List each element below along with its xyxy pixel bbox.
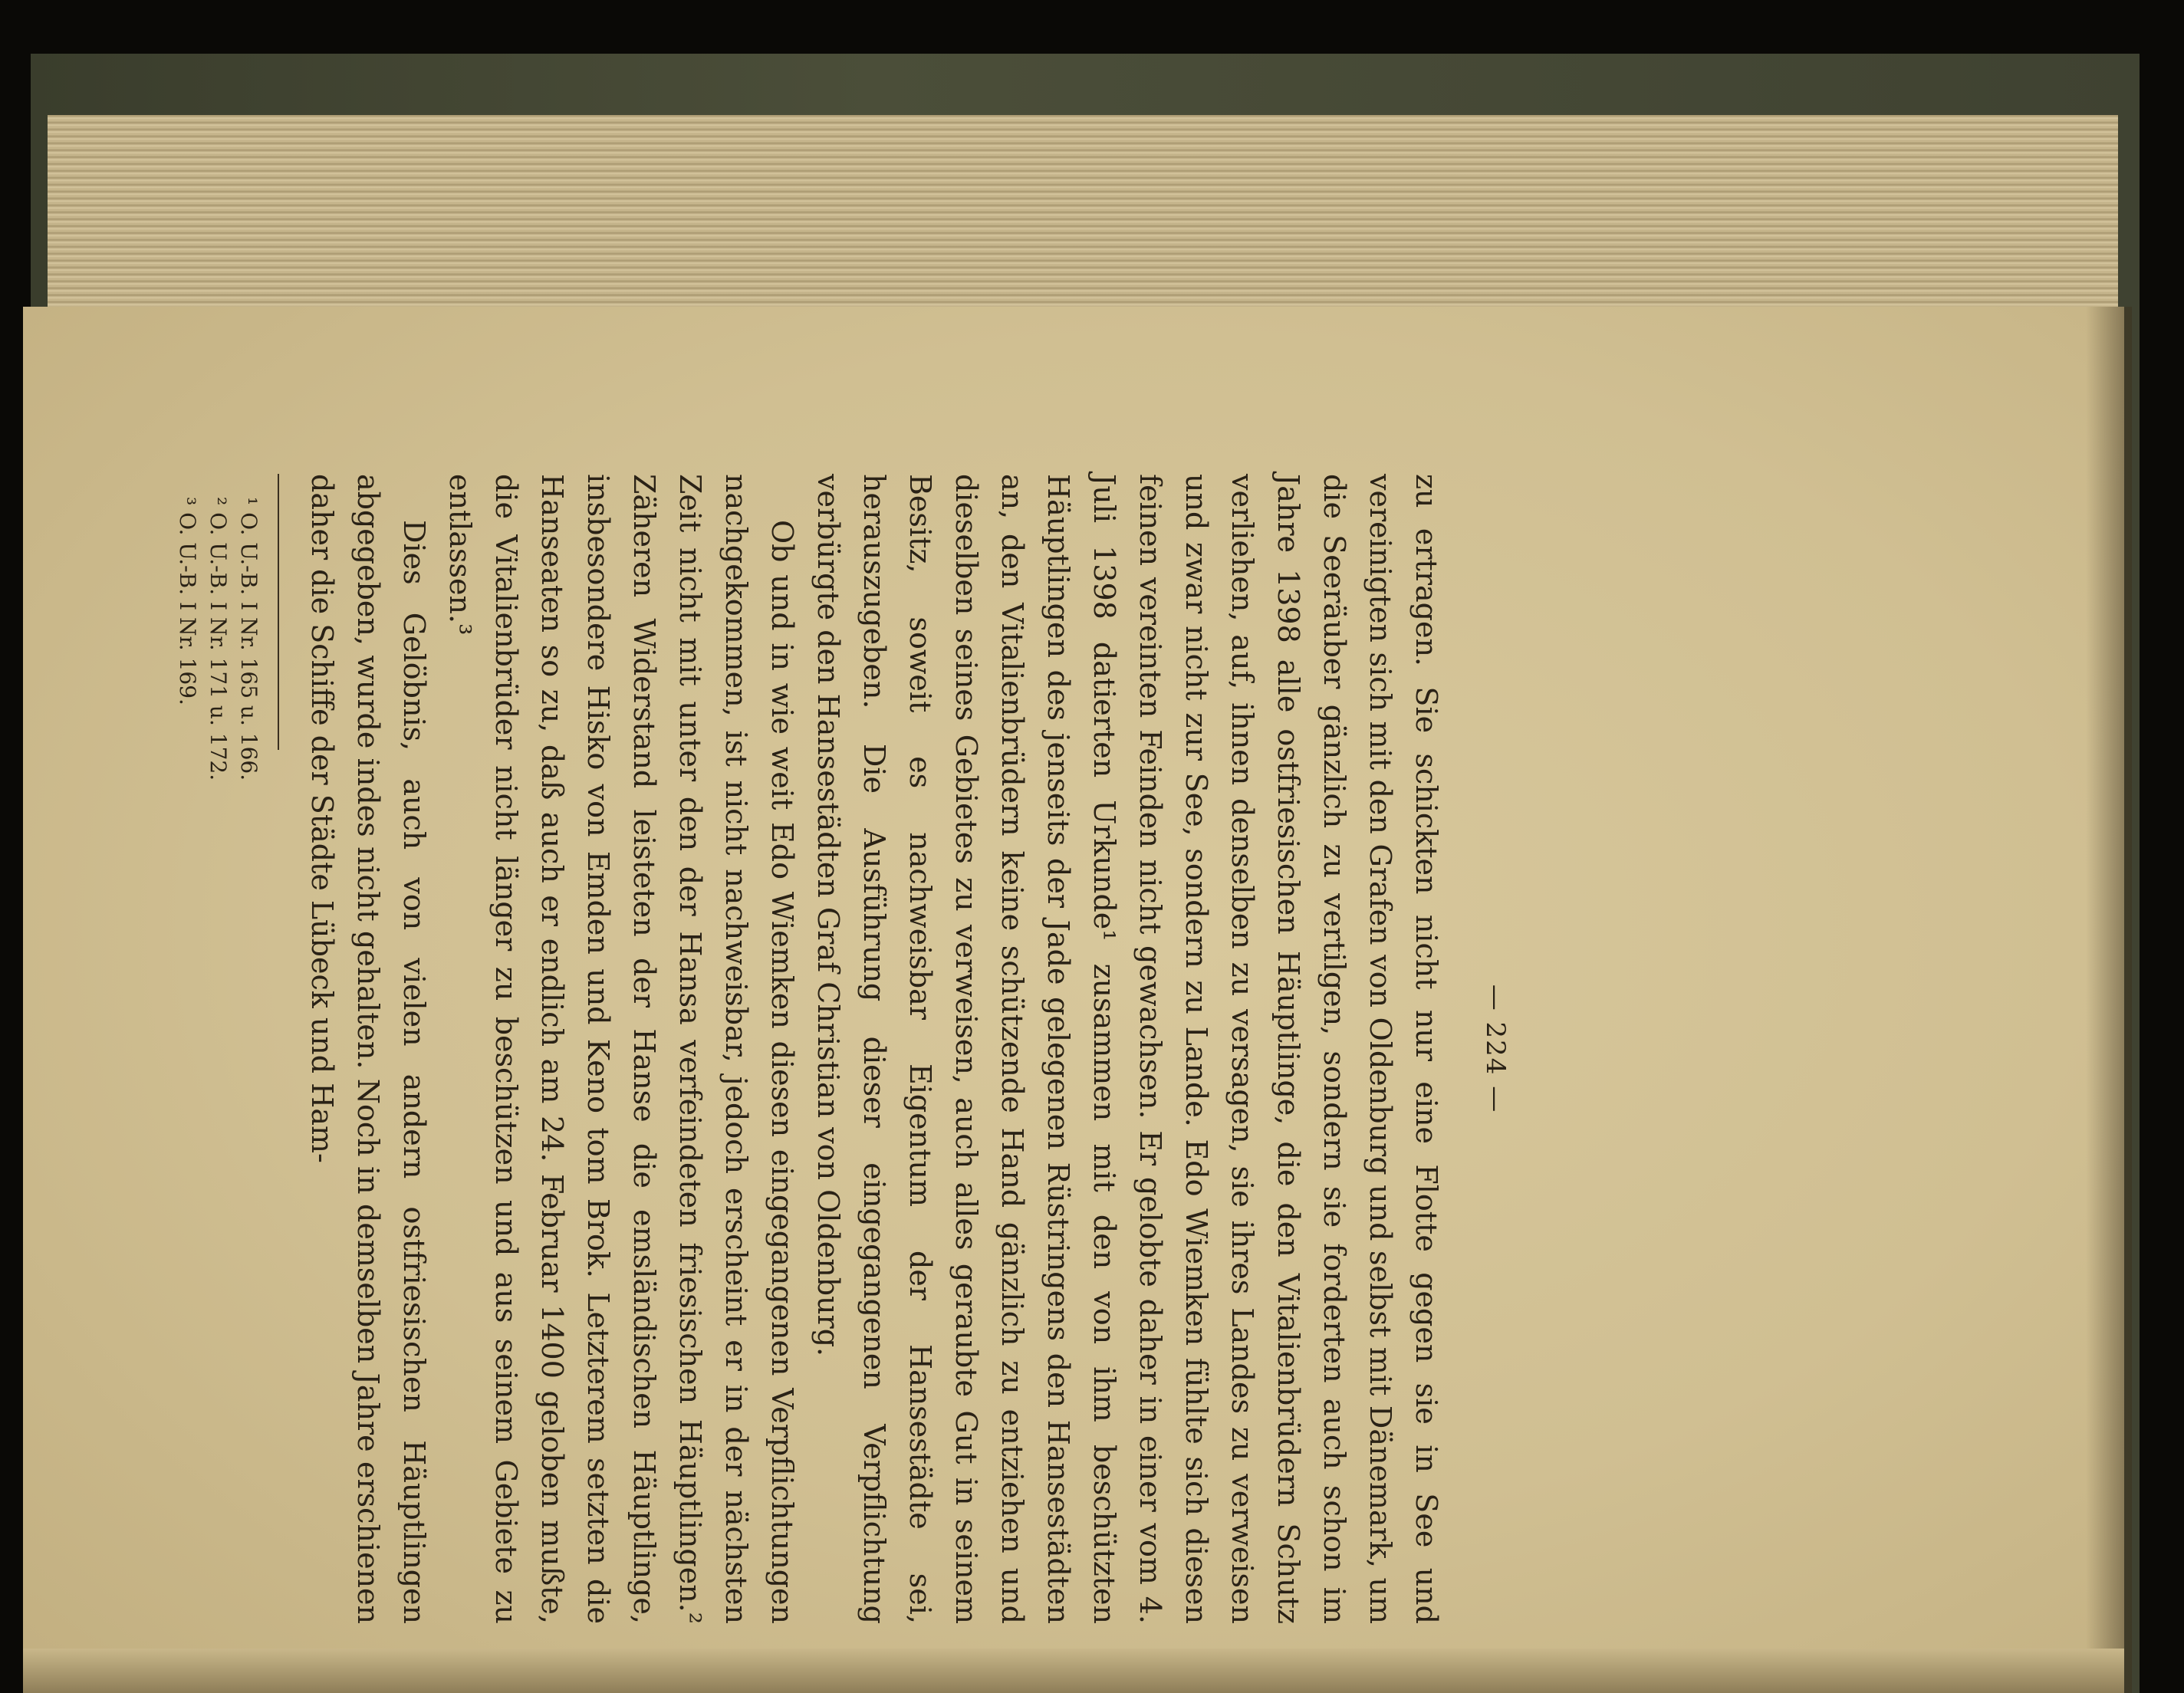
footnote-2: ² O. U.-B. I Nr. 171 u. 172.: [206, 497, 231, 781]
footnote-rule: [278, 474, 279, 750]
footnote-3: ³ O. U.-B. I Nr. 169.: [175, 497, 200, 705]
paragraph-3: Dies Gelöbnis, auch von vielen andern ostfriesischen Häuptlingen abgegeben, wurde indes nicht gehalten. Noch in demselben Jahre erschienen daher die Schiffe der Städte Lübeck und Ham-: [305, 474, 431, 1624]
page-number: — 224 —: [1480, 984, 1511, 1114]
page-bottom-edge: [23, 1649, 2124, 1693]
paragraph-2: Ob und in wie weit Edo Wiemken diesen eingegangenen Verpflichtungen nachgekommen, ist nicht nachweisbar, jedoch erscheint er in der nächsten Zeit nicht mit unter den der Hansa verfeindeten friesischen Häuptlingen.² Zäheren Widerstand leisteten der Hanse die emsländischen Häuptlinge, insbesondere Hisko von Emden und Keno tom Brok. Letzterem setzten die Hanseaten so zu, daß auch er endlich am 24. Februar 1400 geloben mußte, die Vitalienbrüder nicht länger zu beschützen und aus seinem Gebiete zu entlassen.³: [443, 474, 799, 1624]
footnote-1: ¹ O. U.-B. I Nr. 165 u. 166.: [236, 497, 261, 781]
spine-shadow: [2086, 307, 2132, 1693]
page-edges: [48, 115, 2118, 307]
page-text-block: [175, 474, 1511, 1624]
paragraph-1: zu ertragen. Sie schickten nicht nur eine Flotte gegen sie in See und vereinigten sich mit den Grafen von Oldenburg und selbst mit Dänemark, um die Seeräuber gänzlich zu vertilgen, sondern sie forderten auch schon im Jahre 1398 alle ostfriesischen Häuptlinge, die den Vitalienbrüdern Schutz verliehen, auf, ihnen denselben zu versagen, sie ihres Landes zu verweisen und zwar nicht zur See, sondern zu Lande. Edo Wiemken fühlte sich diesen feinen vereinten Feinden nicht gewachsen. Er gelobte daher in einer vom 4. Juli 1398 datierten Urkunde¹ zusammen mit den von ihm beschützten Häuptlingen des jenseits der Jade gelegenen Rüstringens den Hansestädten an, den Vitalienbrüdern keine schützende Hand gänzlich zu entziehen und dieselben seines Gebietes zu verweisen, auch alles geraubte Gut in seinem Besitz, soweit es nachweisbar Eigentum der Hansestädte sei, herauszugeben. Die Ausführung dieser eingegangenen Verpflichtung verbürgte den Hansestädten Graf Christian von Oldenburg.: [811, 474, 1443, 1624]
